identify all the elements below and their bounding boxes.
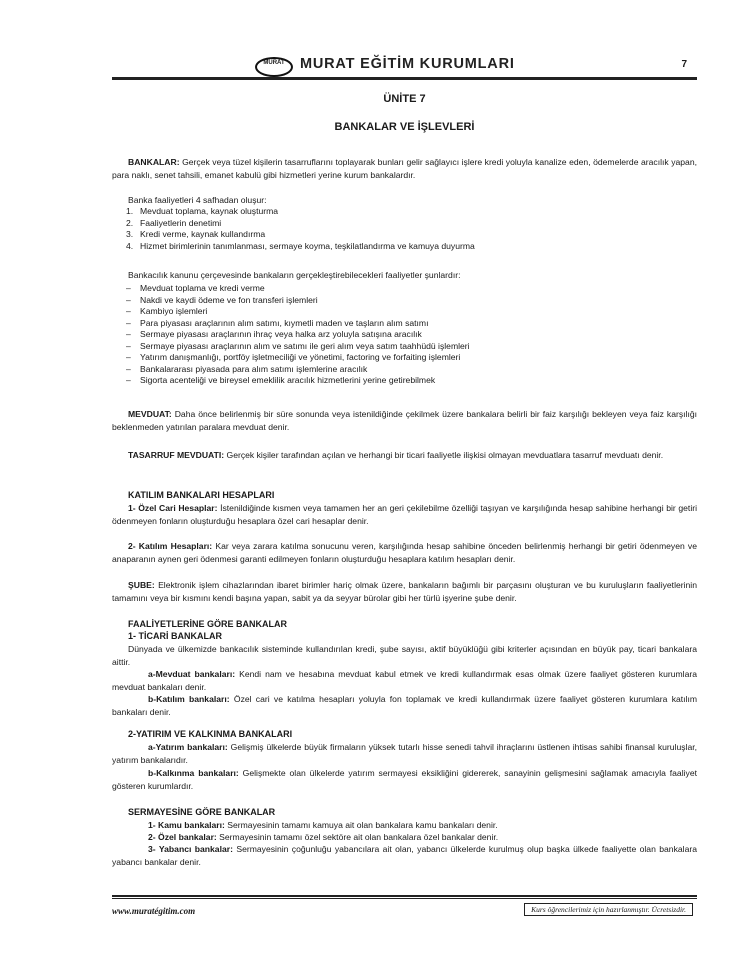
faaliyet-list [112,206,697,252]
paragraph-mevduat: MEVDUAT: Daha önce belirlenmiş bir süre sonunda veya istenildiğinde çekilmek üzere bankalara belirli bir faiz karşılığı bekleyen veya faiz karşılığı beklenmeden yatırılan paralara mevduat denir. [112,409,697,432]
list-text: Faaliyetlerin denetimi [140,217,222,228]
page-header [112,50,697,82]
kanun-intro: Bankacılık kanunu çerçevesinde bankaların gerçekleştirebilecekleri faaliyetler şunlardır: [128,270,461,280]
list-item [112,229,697,241]
dash-marker: – [126,375,131,385]
list-item [112,306,697,318]
paragraph-sube: ŞUBE: Elektronik işlem cihazlarından ibaret birimler hariç olmak üzere, bankaların bağımlı bir parçasını oluşturan ve bu kuruluşların faaliyetlerinin tamamını veya bir kısmını kendi başına yapan, sabit ya da seyyar bürolar gibi her türlü işyerine şube denir. [112,580,697,603]
list-text: Kredi verme, kaynak kullandırma [140,229,266,239]
dash-marker: – [126,352,131,362]
dash-marker: – [126,363,131,374]
list-item [112,341,697,353]
paragraph-yatirim-bank: a-Yatırım bankaları: Gelişmiş ülkelerde büyük firmaların yüksek tutarlı hisse senedi tahvil ihraçlarını üstlenen ihtisas sahibi finansal kuruluşlar, yatırım bankalarıdır. [112,742,697,765]
list-item [112,283,697,295]
list-item [112,352,697,364]
list-item [112,295,697,307]
page-title: BANKALAR VE İŞLEVLERİ [334,121,475,133]
list-text: Sigorta acenteliği ve bireysel emeklilik aracılık hizmetlerini yerine getirebilmek [140,375,436,385]
footer-note: Kurs öğrencilerimiz için hazırlanmıştır. Ücretsizdir. [524,903,693,916]
paragraph-ozel: 2- Özel bankalar: Sermayesinin tamamı özel sektöre ait olan bankalara özel bankalar denir. [148,832,499,842]
list-text: Mevduat toplama, kaynak oluşturma [140,206,279,216]
dash-marker: – [126,306,131,316]
list-text: Mevduat toplama ve kredi verme [140,283,265,293]
list-text: Nakdi ve kaydi ödeme ve fon transferi işlemleri [140,294,318,305]
list-text: Yatırım danışmanlığı, portföy işletmeciliği ve yönetimi, factoring ve forfaiting işlemleri [140,352,461,362]
heading-yatirim: 2-YATIRIM VE KALKINMA BANKALARI [128,729,293,739]
list-item [112,318,697,330]
paragraph-tasarruf: TASARRUF MEVDUATI: Gerçek kişiler tarafından açılan ve herhangi bir ticari faaliyetle ilişkisi olmayan mevduatlara tasarruf mevduatı denir. [128,450,664,460]
paragraph-katilim-hesaplari: 2- Katılım Hesapları: Kar veya zarara katılma sonucunu veren, karşılığında hesap sahibine önceden belirlenmiş herhangi bir getiri ödenmeyen ve anaparanın aynen geri ödenmesi garanti edilmeyen fonların oluşturduğu hesaplara katılım hesapları denir. [112,541,697,564]
dash-marker: – [126,317,131,328]
list-marker: 1. [126,206,134,216]
heading-ticari: 1- TİCARİ BANKALAR [128,631,222,641]
list-text: Hizmet birimlerinin tanımlanması, sermaye koyma, teşkilatlandırma ve kamuya duyurma [140,240,475,251]
faaliyet-intro: Banka faaliyetleri 4 safhadan oluşur: [128,195,267,205]
list-text: Sermaye piyasası araçlarının ihraç veya halka arz yoluyla satışına aracılık [140,329,422,339]
list-marker: 3. [126,229,134,239]
paragraph-yabanci: 3- Yabancı bankalar: Sermayesinin çoğunluğu yabancılara ait olan, yabancı ülkelerde kurulmuş olup başka ülkede faaliyette olan bankalara yabancı bankalar denir. [112,844,697,867]
heading-faaliyet-gore: FAALİYETLERİNE GÖRE BANKALAR [128,619,288,629]
heading-katilim: KATILIM BANKALARI HESAPLARI [128,490,275,500]
footer-rule-thin [112,898,697,899]
paragraph-bankalar: BANKALAR: Gerçek veya tüzel kişilerin tasarruflarını toplayarak bunları gelir sağlayıcı işlere kredi yoluyla kanalize eden, ödemelerde aracılık yapan, para naklı, senet tahsili, emanet kabulü gibi hizmetleri yerine kurum bankalardır. [112,157,697,180]
list-item [112,218,697,230]
dash-marker: – [126,329,131,339]
paragraph-ozel-cari: 1- Özel Cari Hesaplar: İstenildiğinde kısmen veya tamamen her an geri çekilebilme özelliği taşıyan ve karşılığında hesap sahibine herhangi bir getiri ödenmeyen fonların oluşturduğu hesaplara özel cari hesaplar denir. [112,503,697,526]
unit-label: ÜNİTE 7 [383,93,426,105]
footer-website: www.muratégitim.com [112,906,196,916]
list-item [112,241,697,253]
list-text: Para piyasası araçlarının alım satımı, kıymetli maden ve taşların alım satımı [140,317,429,328]
dash-marker: – [126,340,131,351]
list-item [112,364,697,376]
murat-logo: MURAT [255,57,293,77]
list-text: Sermaye piyasası araçlarının alım ve satımı ile geri alım veya satım taahhüdü işlemleri [140,340,470,351]
list-text: Bankalararası piyasada para alım satımı işlemlerine aracılık [140,363,368,374]
dash-marker: – [126,294,131,305]
kanun-list [112,283,697,387]
list-marker: 4. [126,240,134,251]
list-item [112,206,697,218]
paragraph-katilim-bank: b-Katılım bankaları: Özel cari ve katılma hesapları yoluyla fon toplamak ve kredi kullandırmak üzere faaliyet gösteren kurumlara katılım bankaları denir. [112,694,697,717]
list-item [112,375,697,387]
dash-marker: – [126,283,131,293]
paragraph-kamu: 1- Kamu bankaları: Sermayesinin tamamı kamuya ait olan bankalara kamu bankaları denir. [148,820,498,830]
paragraph-kalkinma-bank: b-Kalkınma bankaları: Gelişmekte olan ülkelerde yatırım sermayesi eksikliğini gidererek, sanayinin gelişmesini sağlamak amacıyla faaliyet gösteren kurumlardır. [112,768,697,791]
heading-sermaye: SERMAYESİNE GÖRE BANKALAR [128,807,276,817]
list-text: Kambiyo işlemleri [140,306,208,316]
header-rule [112,77,697,80]
paragraph-ticari: Dünyada ve ülkemizde bankacılık sisteminde kullandırılan kredi, şube sayısı, aktif büyüklüğü gibi kriterler açısından en büyük pay, ticari bankalara aittir. [112,644,697,667]
list-marker: 2. [126,217,134,228]
list-item [112,329,697,341]
paragraph-mevduat-bank: a-Mevduat bankaları: Kendi nam ve hesabına mevduat kabul etmek ve kredi kullandırmak esas olmak üzere faaliyet gösteren kurumlara mevduat bankaları denir. [112,669,698,692]
footer-rule [112,895,697,897]
brand-name: MURAT EĞİTİM KURUMLARI [300,56,515,72]
page-number: 7 [681,59,687,70]
